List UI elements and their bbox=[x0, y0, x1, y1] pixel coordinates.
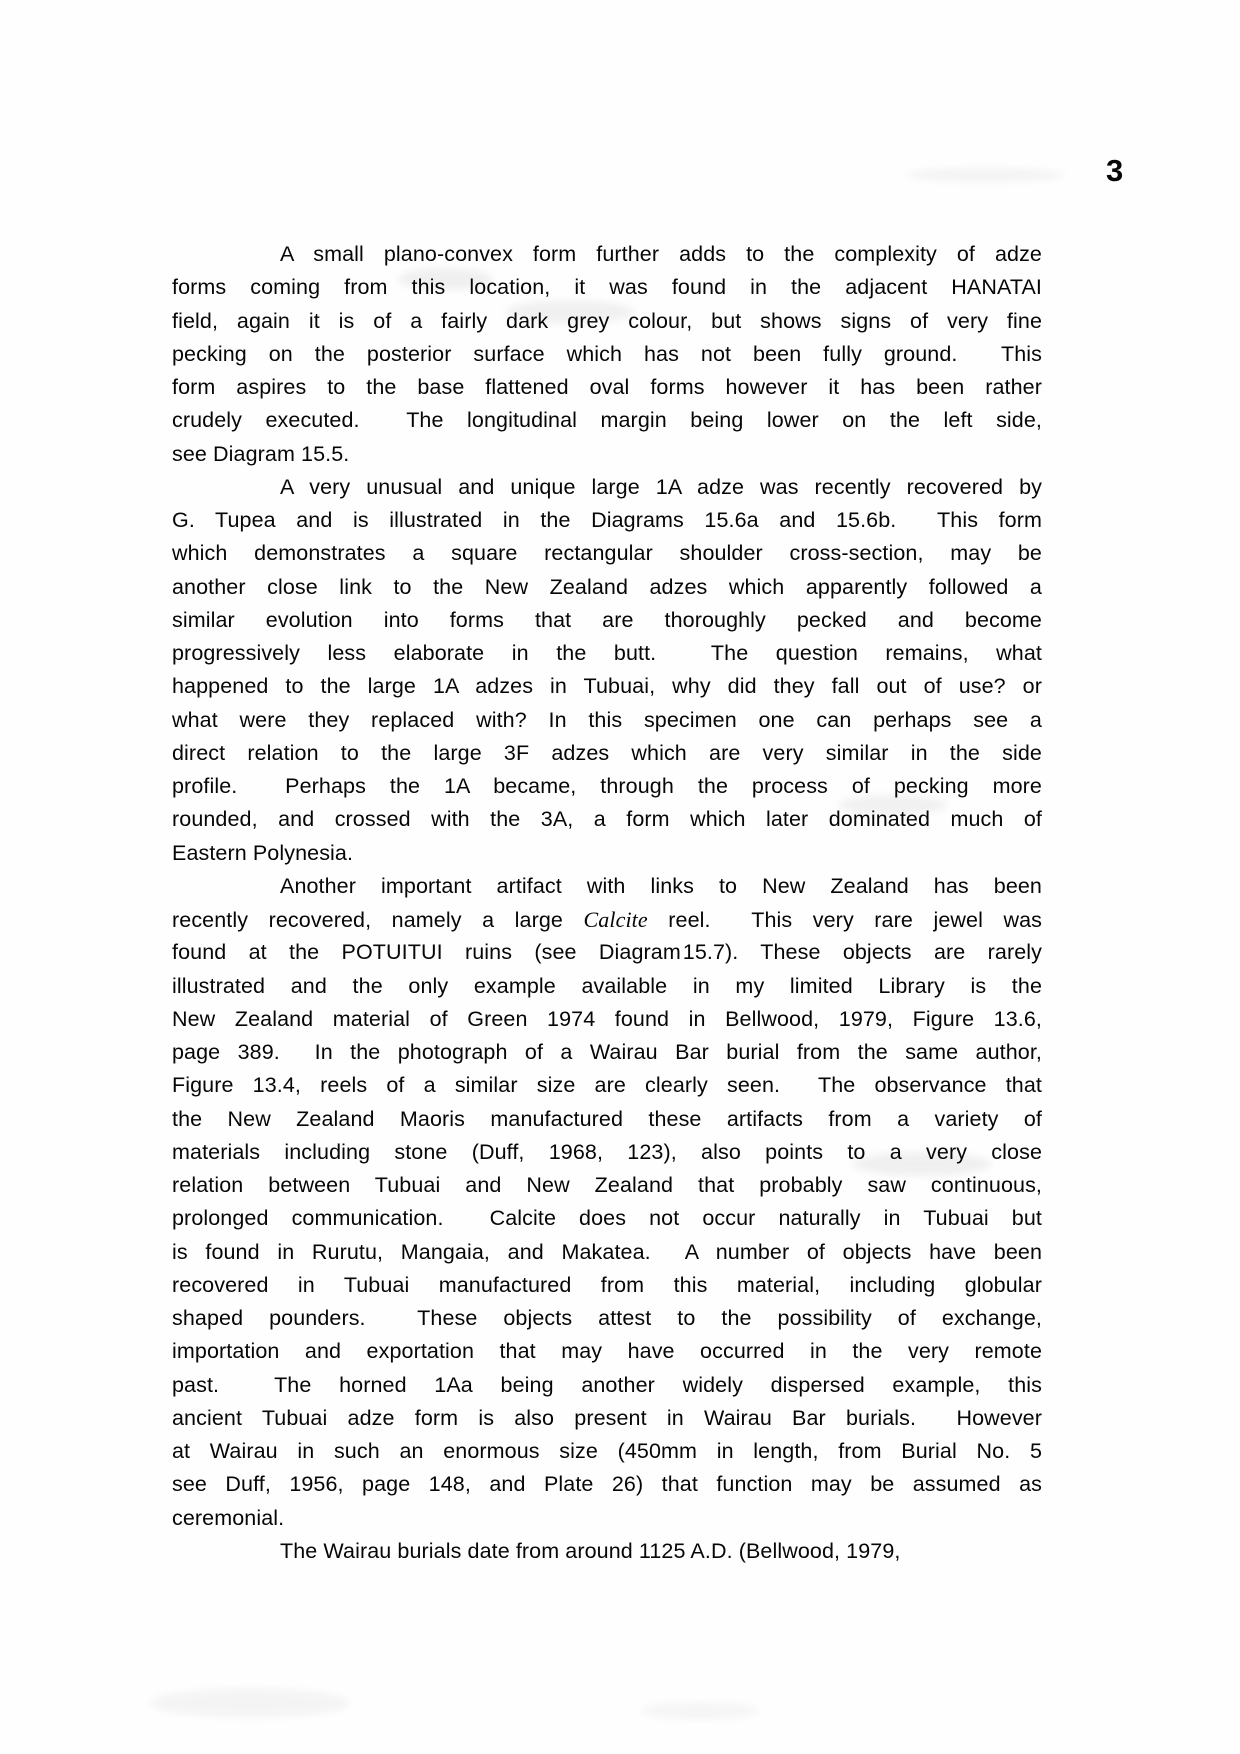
text-line: G. Tupea and is illustrated in the Diagrams 15.6a and 15.6b. This form bbox=[172, 508, 1042, 532]
text-line: direct relation to the large 3F adzes which are very similar in the side bbox=[172, 740, 1042, 765]
text-line: forms coming from this location, it was found in the adjacent HANATAI bbox=[172, 275, 1042, 300]
paragraph bbox=[172, 238, 1042, 471]
text-line: form aspires to the base flattened oval forms however it has been rather bbox=[172, 375, 1042, 399]
text-line: recovered in Tubuai manufactured from this material, including globular bbox=[172, 1272, 1042, 1297]
text-line: New Zealand material of Green 1974 found in Bellwood, 1979, Figure 13.6, bbox=[172, 1006, 1042, 1031]
text-line: Another important artifact with links to New Zealand has been bbox=[280, 873, 1042, 898]
text-line: ceremonial. bbox=[172, 1505, 285, 1530]
text-line: prolonged communication. Calcite does not occur naturally in Tubuai but bbox=[172, 1206, 1042, 1231]
paragraph bbox=[172, 471, 1042, 870]
text-line: the New Zealand Maoris manufactured these artifacts from a variety of bbox=[172, 1106, 1042, 1131]
text-line bbox=[172, 903, 1042, 936]
text-line: is found in Rurutu, Mangaia, and Makatea. A number of objects have been bbox=[172, 1239, 1042, 1264]
text-line: A small plano-convex form further adds to the complexity of adze bbox=[280, 242, 1042, 266]
text-line: what were they replaced with? In this specimen one can perhaps see a bbox=[172, 707, 1042, 732]
text-line: past. The horned 1Aa being another widely dispersed example, this bbox=[172, 1372, 1042, 1397]
text-line: at Wairau in such an enormous size (450mm in length, from Burial No. 5 bbox=[172, 1439, 1042, 1463]
text-line: illustrated and the only example available in my limited Library is the bbox=[172, 973, 1042, 998]
text-line: another close link to the New Zealand adzes which apparently followed a bbox=[172, 574, 1042, 599]
text-line: progressively less elaborate in the butt. The question remains, what bbox=[172, 641, 1042, 665]
text-line: found at the POTUITUI ruins (see Diagram 15.7). These objects are rarely bbox=[172, 940, 1042, 965]
page-number: 3 bbox=[1106, 153, 1124, 188]
scan-smudge bbox=[640, 1702, 760, 1720]
text-line: ancient Tubuai adze form is also present in Wairau Bar burials. However bbox=[172, 1405, 1042, 1430]
text-line: Figure 13.4, reels of a similar size are clearly seen. The observance that bbox=[172, 1073, 1042, 1098]
text-line: shaped pounders. These objects attest to the possibility of exchange, bbox=[172, 1306, 1042, 1330]
paragraph bbox=[172, 870, 1042, 1535]
scan-smudge bbox=[905, 168, 1065, 182]
text-line: which demonstrates a square rectangular shoulder cross-section, may be bbox=[172, 541, 1042, 566]
text-line: The Wairau burials date from around 1125 A.D. (Bellwood, 1979, bbox=[280, 1538, 901, 1563]
text-line: rounded, and crossed with the 3A, a form which later dominated much of bbox=[172, 807, 1042, 832]
scan-smudge bbox=[150, 1688, 350, 1718]
text-line: field, again it is of a fairly dark grey colour, but shows signs of very fine bbox=[172, 308, 1042, 333]
text-line: see Diagram 15.5. bbox=[172, 441, 350, 466]
text-line: importation and exportation that may have occurred in the very remote bbox=[172, 1339, 1042, 1364]
text-line: relation between Tubuai and New Zealand that probably saw continuous, bbox=[172, 1173, 1042, 1197]
text-segment: recently recovered, namely a large bbox=[172, 908, 584, 932]
text-line: crudely executed. The longitudinal margin being lower on the left side, bbox=[172, 408, 1042, 433]
text-line: Eastern Polynesia. bbox=[172, 840, 354, 865]
text-line: profile. Perhaps the 1A became, through the process of pecking more bbox=[172, 774, 1042, 798]
text-line: A very unusual and unique large 1A adze was recently recovered by bbox=[280, 474, 1042, 499]
text-line: see Duff, 1956, page 148, and Plate 26) that function may be assumed as bbox=[172, 1472, 1042, 1497]
italic-term: Calcite bbox=[583, 907, 648, 932]
text-line: happened to the large 1A adzes in Tubuai, why did they fall out of use? or bbox=[172, 674, 1042, 699]
text-line: pecking on the posterior surface which has not been fully ground. This bbox=[172, 341, 1042, 366]
text-line: similar evolution into forms that are thoroughly pecked and become bbox=[172, 607, 1042, 632]
text-segment: reel. This very rare jewel was bbox=[647, 908, 1042, 932]
text-line: page 389. In the photograph of a Wairau Bar burial from the same author, bbox=[172, 1040, 1042, 1064]
text-line: materials including stone (Duff, 1968, 123), also points to a very close bbox=[172, 1139, 1042, 1164]
paragraph bbox=[172, 1535, 1042, 1568]
text-block bbox=[172, 238, 1042, 1568]
